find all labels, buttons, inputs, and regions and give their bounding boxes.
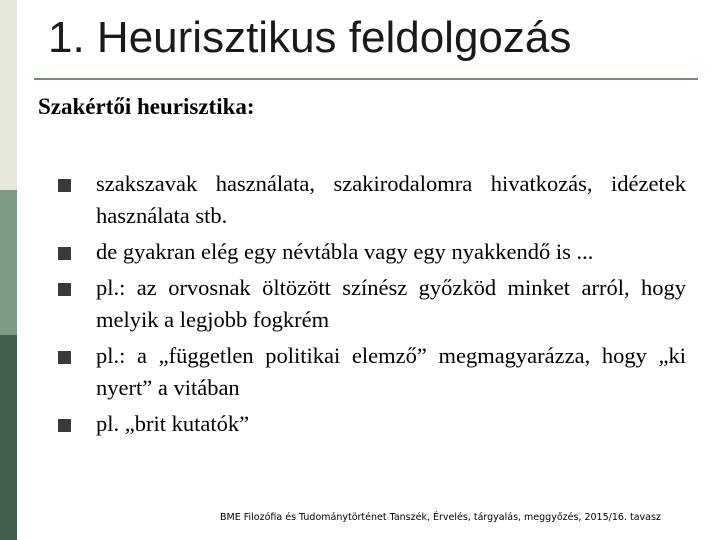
bullet-item	[58, 272, 686, 336]
sidebar-top-band	[0, 0, 17, 190]
bullet-list	[58, 168, 686, 444]
bullet-text: pl.: az orvosnak öltözött színész győzköd minket arról, hogy melyik a legjobb fogkrém	[96, 275, 686, 332]
bullet-item	[58, 408, 686, 440]
square-bullet-icon	[58, 283, 71, 296]
slide-title: 1. Heurisztikus feldolgozás	[48, 13, 572, 62]
square-bullet-icon	[58, 419, 71, 432]
bullet-text: de gyakran elég egy névtábla vagy egy nyakkendő is ...	[96, 239, 594, 264]
bullet-item	[58, 168, 686, 232]
square-bullet-icon	[58, 247, 71, 260]
bullet-item	[58, 236, 686, 268]
sidebar-bottom-band	[0, 335, 17, 540]
title-underline	[34, 78, 698, 80]
bullet-item	[58, 340, 686, 404]
sidebar-middle-band	[0, 190, 17, 335]
square-bullet-icon	[58, 179, 71, 192]
bullet-text: pl. „brit kutatók”	[96, 411, 250, 436]
square-bullet-icon	[58, 351, 71, 364]
bullet-text: pl.: a „független politikai elemző” megmagyarázza, hogy „ki nyert” a vitában	[96, 343, 686, 400]
sidebar-decoration	[0, 0, 17, 540]
bullet-text: szakszavak használata, szakirodalomra hivatkozás, idézetek használata stb.	[96, 171, 686, 228]
slide-footer: BME Filozófia és Tudománytörténet Tanszék, Érvelés, tárgyalás, meggyőzés, 2015/16. tavasz	[220, 512, 661, 523]
slide-subtitle: Szakértői heurisztika:	[38, 94, 255, 119]
